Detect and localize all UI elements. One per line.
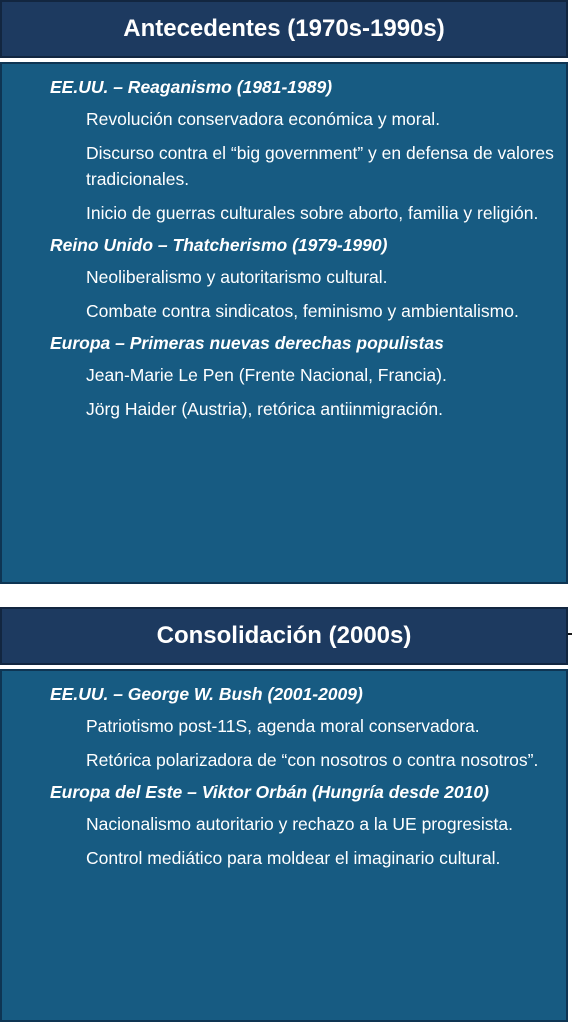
list-item: Discurso contra el “big government” y en defensa de valores tradicionales. bbox=[86, 143, 554, 189]
list-item: Neoliberalismo y autoritarismo cultural. bbox=[86, 267, 388, 287]
list-item: Jörg Haider (Austria), retórica antiinmigración. bbox=[86, 399, 443, 419]
group-heading-orban: Europa del Este – Viktor Orbán (Hungría desde 2010) bbox=[50, 782, 489, 802]
connector-line bbox=[568, 633, 572, 635]
list-item: Inicio de guerras culturales sobre aborto, familia y religión. bbox=[86, 203, 539, 223]
list-item: Combate contra sindicatos, feminismo y ambientalismo. bbox=[86, 301, 519, 321]
list-item: Patriotismo post-11S, agenda moral conservadora. bbox=[86, 716, 480, 736]
group-heading-europa: Europa – Primeras nuevas derechas populistas bbox=[50, 333, 444, 353]
list-item: Control mediático para moldear el imaginario cultural. bbox=[86, 848, 501, 868]
section-title: Consolidación (2000s) bbox=[156, 622, 412, 649]
section-header-antecedentes bbox=[0, 0, 568, 58]
list-item: Nacionalismo autoritario y rechazo a la UE progresista. bbox=[86, 814, 513, 834]
group-heading-thatcherismo: Reino Unido – Thatcherismo (1979-1990) bbox=[50, 235, 388, 255]
group-heading-bush: EE.UU. – George W. Bush (2001-2009) bbox=[50, 684, 363, 704]
section-header-consolidacion bbox=[0, 607, 568, 665]
list-item: Jean-Marie Le Pen (Frente Nacional, Francia). bbox=[86, 365, 447, 385]
list-item: Revolución conservadora económica y moral. bbox=[86, 109, 441, 129]
section-panel-antecedentes bbox=[0, 62, 568, 584]
group-heading-reaganismo: EE.UU. – Reaganismo (1981-1989) bbox=[50, 77, 333, 97]
section-title: Antecedentes (1970s-1990s) bbox=[123, 15, 445, 42]
section-panel-consolidacion bbox=[0, 669, 568, 1022]
list-item: Retórica polarizadora de “con nosotros o contra nosotros”. bbox=[86, 750, 539, 770]
